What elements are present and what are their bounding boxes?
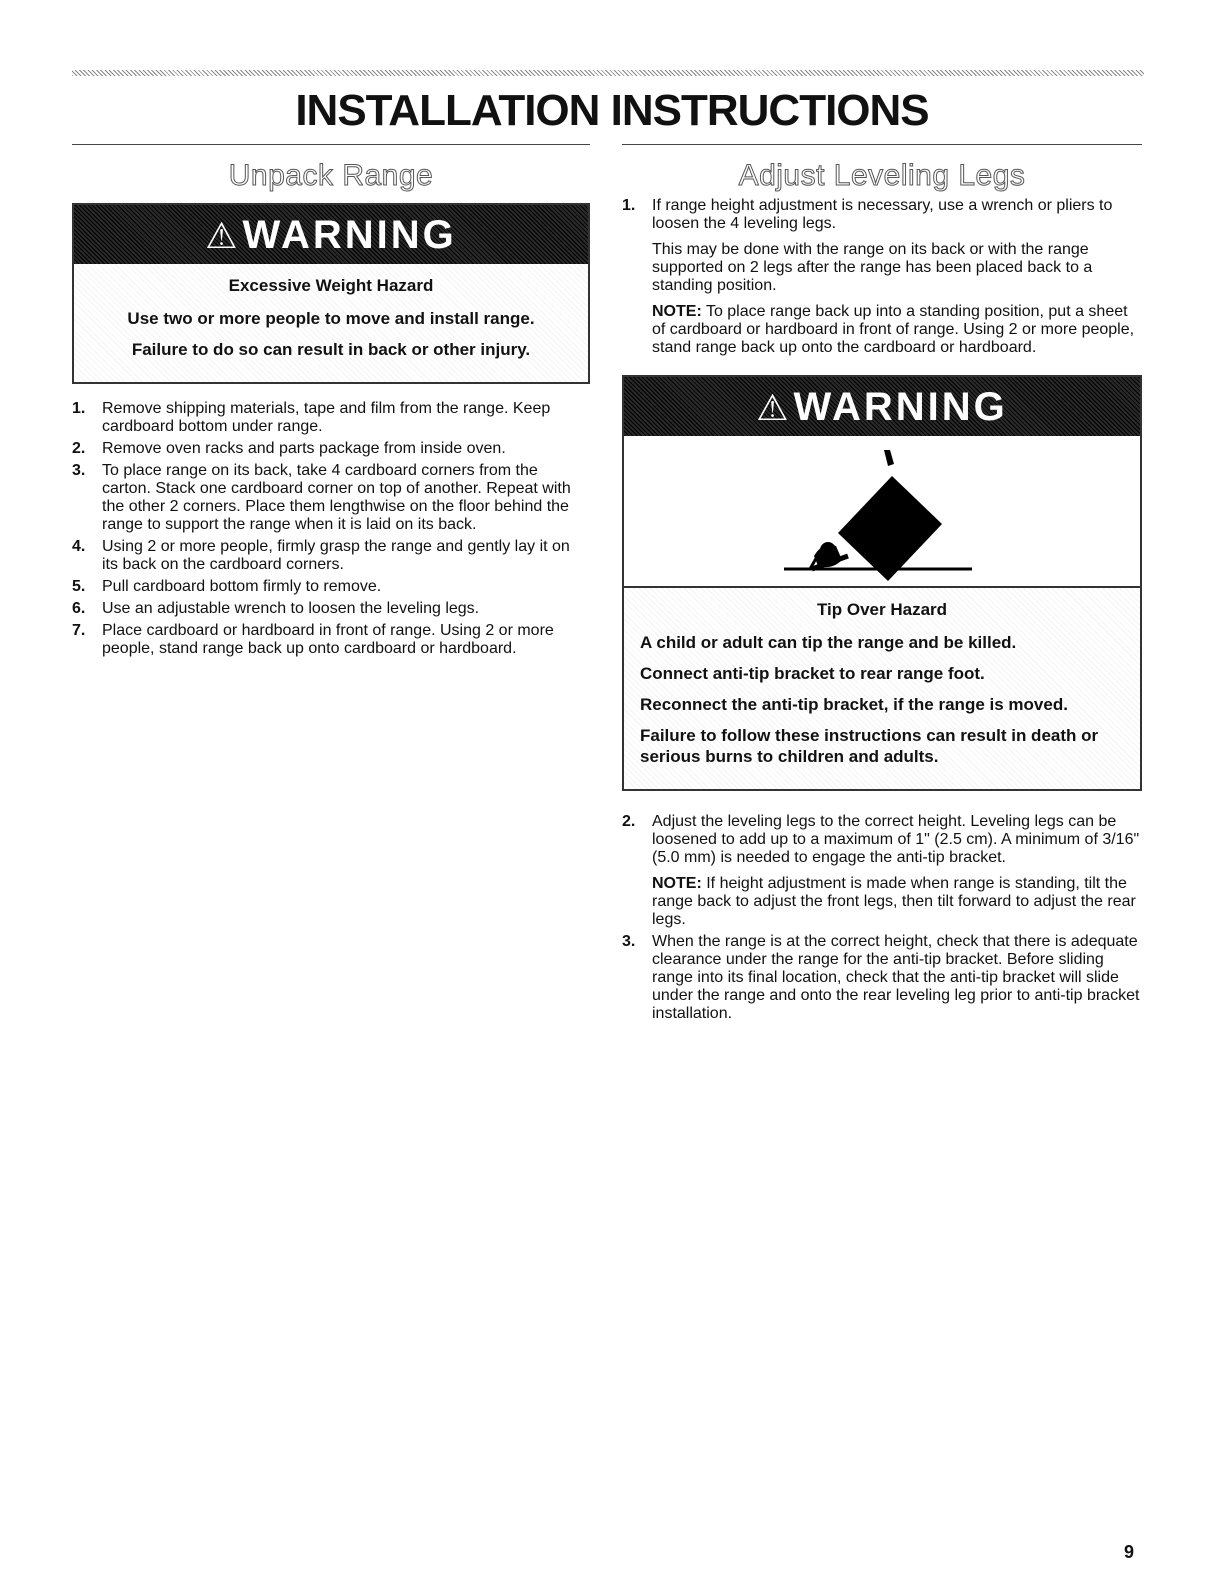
step-text: Adjust the leveling legs to the correct height. Leveling legs can be loosened to add up to a maximum of 1" (2.5 cm). A minimum of 3/16" (5.0 mm) is needed to engage the anti-tip bracket. (652, 813, 1140, 866)
step-number: 6. (72, 600, 86, 617)
step-number: 2. (72, 440, 86, 457)
page-title: INSTALLATION INSTRUCTIONS (295, 86, 929, 135)
step-text: Use an adjustable wrench to loosen the leveling legs. (102, 600, 480, 617)
note-text: To place range back up into a standing position, put a sheet of cardboard or hardboard in front of range. Using 2 or more people, stand range back up onto the cardboard or hardboard. (652, 303, 1135, 356)
step-text: Remove oven racks and parts package from inside oven. (102, 440, 506, 457)
step-number: 3. (72, 462, 86, 479)
warning-triangle-icon: ⚠ (205, 215, 241, 256)
warning-body (74, 264, 588, 382)
warning-banner (74, 205, 588, 264)
step-number: 7. (72, 622, 86, 639)
note-paragraph (652, 875, 1142, 929)
warning-label: WARNING (242, 213, 457, 257)
section-heading-unpack-range: Unpack Range (228, 159, 434, 192)
step-number: 1. (72, 400, 86, 417)
list-item (622, 933, 1142, 1023)
step-text: To place range on its back, take 4 cardboard corners from the carton. Stack one cardboard corner on top of another. Repeat with the other 2 corners. Place them lengthwise on the floor behind the range to support the range when it is laid on its back. (102, 462, 571, 533)
warning-label: WARNING (793, 385, 1008, 429)
warning-line: Failure to follow these instructions can result in death or serious burns to children and adults. (640, 726, 1099, 766)
step-text: Place cardboard or hardboard in front of range. Using 2 or more people, stand range back up onto cardboard or hardboard. (102, 622, 554, 657)
list-item (622, 197, 1142, 357)
tip-over-icon (624, 436, 1140, 586)
warning-line: A child or adult can tip the range and be killed. (640, 633, 1017, 652)
step-text: Using 2 or more people, firmly grasp the range and gently lay it on its back on the cardboard corners. (102, 538, 570, 573)
column-rule (72, 144, 590, 145)
tip-over-illustration (624, 436, 1140, 588)
list-item (72, 600, 590, 618)
list-item (72, 462, 590, 534)
unpack-steps (72, 400, 590, 658)
note-label: NOTE: (652, 875, 702, 892)
note-paragraph (652, 303, 1142, 357)
step-text: If range height adjustment is necessary, use a wrench or pliers to loosen the 4 leveling legs. (652, 197, 1113, 232)
section-heading-adjust-leveling-legs: Adjust Leveling Legs (738, 159, 1026, 192)
step-number: 4. (72, 538, 86, 555)
note-label: NOTE: (652, 303, 702, 320)
warning-body (624, 588, 1140, 789)
leveling-steps-1 (622, 197, 1142, 357)
right-column (622, 144, 1142, 1027)
warning-line: Reconnect the anti-tip bracket, if the range is moved. (640, 695, 1068, 714)
column-rule (622, 144, 1142, 145)
hazard-title: Tip Over Hazard (816, 600, 948, 619)
step-text: Remove shipping materials, tape and film from the range. Keep cardboard bottom under range. (102, 400, 551, 435)
list-item (72, 622, 590, 658)
step-number: 5. (72, 578, 86, 595)
step-number: 2. (622, 813, 636, 830)
weight-warning-box (72, 203, 590, 384)
left-column (72, 144, 590, 662)
note-text: If height adjustment is made when range is standing, tilt the range back to adjust the front legs, then tilt forward to adjust the rear legs. (652, 875, 1136, 928)
step-paragraph: This may be done with the range on its back or with the range supported on 2 legs after the range has been placed back to a standing position. (652, 241, 1093, 294)
list-item (622, 813, 1142, 929)
warning-line: Failure to do so can result in back or other injury. (131, 340, 531, 359)
leveling-steps-2 (622, 813, 1142, 1023)
top-rule (72, 70, 1144, 76)
warning-line: Connect anti-tip bracket to rear range foot. (640, 664, 985, 683)
warning-triangle-icon: ⚠ (756, 387, 792, 428)
list-item (72, 538, 590, 574)
step-number: 1. (622, 197, 636, 214)
warning-banner (624, 377, 1140, 436)
step-text: When the range is at the correct height, check that there is adequate clearance under the range for the anti-tip bracket. Before sliding range into its final location, check that the anti-tip bracket will slide under the range and onto the rear leveling leg prior to anti-tip bracket installation. (652, 933, 1140, 1022)
list-item (72, 578, 590, 596)
page-number: 9 (1124, 1542, 1135, 1562)
warning-line: Use two or more people to move and install range. (127, 309, 535, 328)
step-number: 3. (622, 933, 636, 950)
list-item (72, 400, 590, 436)
list-item (72, 440, 590, 458)
hazard-title: Excessive Weight Hazard (228, 276, 434, 295)
step-text: Pull cardboard bottom firmly to remove. (102, 578, 382, 595)
tip-over-warning-box (622, 375, 1142, 791)
